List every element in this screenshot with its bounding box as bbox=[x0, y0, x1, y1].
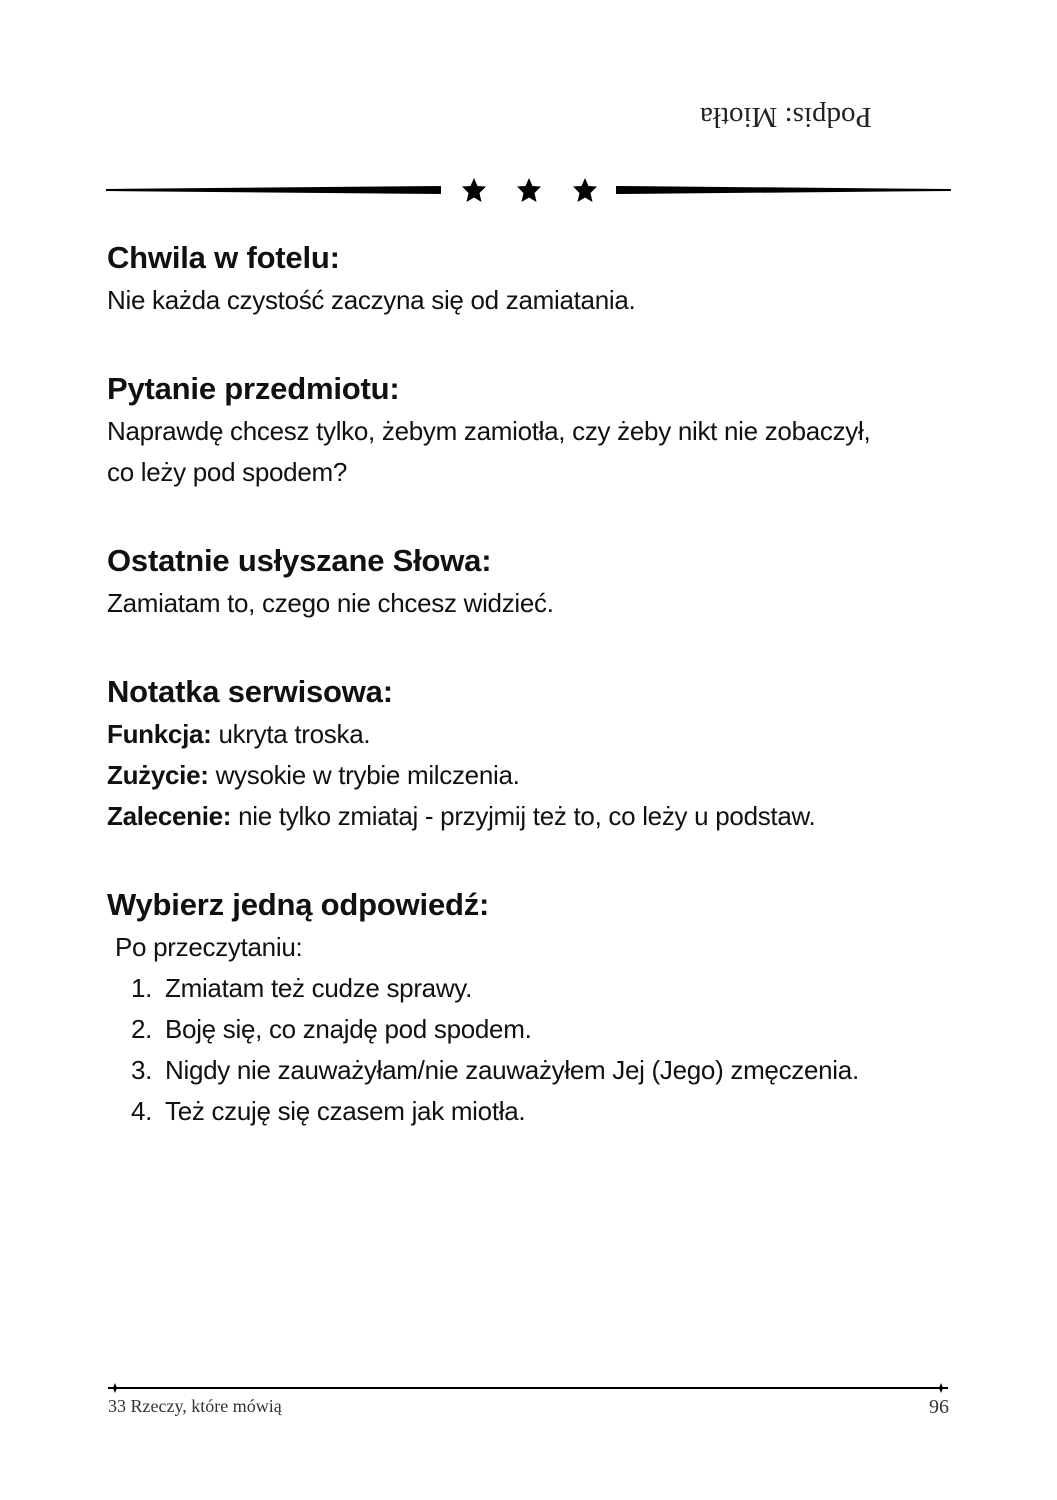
note-value: wysokie w trybie milczenia. bbox=[208, 760, 520, 790]
signature-header: Podpis: Miotła bbox=[700, 101, 872, 133]
footer-rule bbox=[108, 1380, 948, 1396]
footer-rule-end-left bbox=[113, 1383, 117, 1393]
note-item bbox=[107, 796, 967, 837]
star-icon bbox=[573, 178, 597, 202]
section-body: Zamiatam to, czego nie chcesz widzieć. bbox=[107, 588, 554, 618]
option-number: 3. bbox=[131, 1055, 153, 1085]
choice-option bbox=[107, 1009, 967, 1050]
note-label: Zużycie: bbox=[107, 760, 209, 790]
star-divider-ornament bbox=[106, 172, 951, 208]
page-content bbox=[107, 236, 967, 1178]
option-number: 2. bbox=[131, 1014, 153, 1044]
section-title: Notatka serwisowa: bbox=[107, 674, 393, 709]
footer-rule-end-right bbox=[939, 1383, 943, 1393]
section-last-words bbox=[107, 539, 967, 624]
star-icon bbox=[462, 178, 486, 202]
choice-option bbox=[107, 968, 967, 1009]
footer-book-title: 33 Rzeczy, które mówią bbox=[108, 1396, 282, 1416]
choice-option bbox=[107, 1050, 865, 1091]
option-text: Zmiatam też cudze sprawy. bbox=[165, 973, 473, 1003]
section-body: Naprawdę chcesz tylko, żebym zamiotła, czy żeby nikt nie zobaczył, co leży pod spodem? bbox=[107, 416, 871, 487]
section-question bbox=[107, 367, 967, 493]
divider-line-left bbox=[106, 186, 441, 194]
choice-intro: Po przeczytaniu: bbox=[115, 932, 303, 962]
section-body: Nie każda czystość zaczyna się od zamiatania. bbox=[107, 285, 636, 315]
section-title: Wybierz jedną odpowiedź: bbox=[107, 887, 490, 922]
choice-option bbox=[107, 1091, 967, 1132]
star-icon bbox=[517, 178, 541, 202]
divider-line-right bbox=[616, 186, 951, 194]
option-text: Boję się, co znajdę pod spodem. bbox=[165, 1014, 532, 1044]
section-title: Pytanie przedmiotu: bbox=[107, 371, 400, 406]
option-number: 1. bbox=[131, 973, 153, 1003]
note-value: nie tylko zmiataj - przyjmij też to, co leży u podstaw. bbox=[231, 801, 816, 831]
section-choice bbox=[107, 883, 967, 1132]
section-title: Ostatnie usłyszane Słowa: bbox=[107, 543, 492, 578]
choice-options bbox=[107, 968, 967, 1132]
note-value: ukryta troska. bbox=[211, 719, 371, 749]
option-text: Też czuję się czasem jak miotła. bbox=[165, 1096, 526, 1126]
section-moment bbox=[107, 236, 967, 321]
option-number: 4. bbox=[131, 1096, 153, 1126]
page-number: 96 bbox=[929, 1396, 949, 1418]
note-label: Zalecenie: bbox=[107, 801, 232, 831]
option-text: Nigdy nie zauważyłam/nie zauważyłem Jej (Jego) zmęczenia. bbox=[165, 1055, 859, 1085]
section-title: Chwila w fotelu: bbox=[107, 240, 340, 275]
section-service-note bbox=[107, 670, 967, 837]
note-label: Funkcja: bbox=[107, 719, 212, 749]
note-item bbox=[107, 714, 967, 755]
note-item bbox=[107, 755, 967, 796]
